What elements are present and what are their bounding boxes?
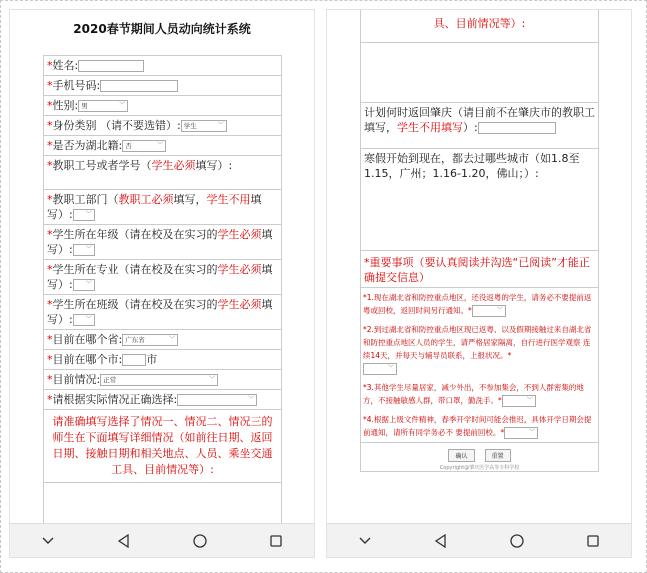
required-mark: * <box>507 351 512 360</box>
chevron-down-icon: ﹀ <box>526 397 533 404</box>
class-label-end: 填写）: <box>47 298 273 326</box>
required-mark: * <box>47 263 53 276</box>
chevron-down-icon: ﹀ <box>496 307 503 314</box>
required-mark: * <box>47 159 53 172</box>
situation-select[interactable] <box>177 394 257 406</box>
android-nav-bar <box>327 523 631 557</box>
chevron-down-icon: ﹀ <box>209 376 216 383</box>
cities-label: 寒假开始到现在，都去过哪些城市（如1.8至1.15，广州；1.16-1.20，佛山；）: <box>364 152 580 180</box>
status-label: 目前情况: <box>52 373 101 386</box>
dept-label: 教职工部门（ <box>52 193 119 206</box>
form-actions <box>361 443 598 464</box>
grade-select[interactable] <box>73 244 95 256</box>
phone-input[interactable] <box>100 80 178 92</box>
staff-id-row <box>44 156 281 190</box>
gender-value: 男 <box>81 102 88 110</box>
major-row <box>44 260 281 295</box>
home-circle-icon[interactable] <box>190 531 210 551</box>
province-row <box>44 330 281 350</box>
home-circle-icon[interactable] <box>507 531 527 551</box>
read-select-1[interactable] <box>472 305 506 317</box>
chevron-down-icon: ﹀ <box>248 396 255 403</box>
return-label: 计划何时返回肇庆（请目前不在肇庆市的教职工填写， <box>364 106 595 134</box>
staff-id-hint: 学生必须 <box>151 159 196 172</box>
back-triangle-icon[interactable] <box>114 531 134 551</box>
required-mark: * <box>363 415 367 424</box>
province-select[interactable] <box>122 334 178 346</box>
required-mark: * <box>47 99 53 112</box>
identity-select[interactable] <box>181 120 227 132</box>
name-label: 姓名: <box>52 59 79 72</box>
read-select-4[interactable] <box>504 427 538 439</box>
chevron-down-icon[interactable] <box>355 531 375 551</box>
identity-label: 身份类别 （请不要选错）: <box>52 119 181 132</box>
required-mark: * <box>500 428 505 437</box>
dept-hint-2: 学生不用 <box>206 193 251 206</box>
detail-notice-end: 具、目前情况等）: <box>361 10 598 43</box>
notice-item-3-text: 3.其他学生尽量居家，减少外出，不参加集会，不到人群密集的地方，不接触敏感人群，带口罩，勤洗手。 <box>363 383 584 405</box>
phone-label: 手机号码: <box>52 79 101 92</box>
required-mark: * <box>363 293 367 302</box>
hubei-row <box>44 136 281 156</box>
gender-select[interactable] <box>78 100 128 112</box>
dept-hint: 教职工必须 <box>118 193 174 206</box>
major-select[interactable] <box>73 279 95 291</box>
notice-item-4 <box>361 410 598 443</box>
phone-screen-right <box>326 9 632 558</box>
detail-notice: 请准确填写选择了情况一、情况二、情况三的师生在下面填写详细情况（如前往日期、返回日期、接触日期和相关地点、人员、乘坐交通工具、目前情况等）: <box>44 410 281 483</box>
class-select[interactable] <box>73 314 95 326</box>
required-mark: * <box>47 298 53 311</box>
name-input[interactable] <box>78 60 144 72</box>
hubei-value: 否 <box>125 142 132 150</box>
choose-label: 请根据实际情况正确选择: <box>52 393 178 406</box>
reset-button[interactable]: 重置 <box>485 449 511 462</box>
form-page-top <box>10 10 314 523</box>
read-select-2[interactable] <box>363 363 397 375</box>
city-input[interactable] <box>122 354 146 366</box>
required-mark: * <box>47 228 53 241</box>
required-mark: * <box>47 59 53 72</box>
required-mark: * <box>47 139 53 152</box>
recent-square-icon[interactable] <box>583 531 603 551</box>
required-mark: * <box>47 353 53 366</box>
staff-id-label-end: 填写）: <box>195 159 233 172</box>
required-mark: * <box>498 396 502 405</box>
chevron-down-icon: ﹀ <box>85 211 92 218</box>
choose-row <box>44 390 281 410</box>
major-hint: 学生必须 <box>217 263 262 276</box>
recent-square-icon[interactable] <box>266 531 286 551</box>
city-suffix: 市 <box>146 353 158 366</box>
return-row <box>361 103 598 149</box>
major-label: 学生所在专业（请在校及在实习的 <box>52 263 218 276</box>
phone-row <box>44 76 281 96</box>
chevron-down-icon: ﹀ <box>529 429 536 436</box>
required-mark: * <box>47 333 53 346</box>
important-row <box>361 251 598 288</box>
grade-label: 学生所在年级（请在校及在实习的 <box>52 228 218 241</box>
gender-label: 性别: <box>52 99 79 112</box>
chevron-down-icon: ﹀ <box>387 365 394 372</box>
detail-textarea[interactable] <box>361 43 598 103</box>
page-title: 2020春节期间人员动向统计系统 <box>73 22 251 36</box>
notice-item-1-text: 1.现在湖北省和防控重点地区，还没返粤的学生，请务必不要提前返粤或回校，返回时间另行通知。 <box>363 293 592 315</box>
chevron-down-icon: ﹀ <box>85 316 92 323</box>
chevron-down-icon: ﹀ <box>169 336 176 343</box>
status-row <box>44 370 281 390</box>
important-heading: 重要事项（要认真阅读并沟选“已阅读”才能正确提交信息） <box>364 256 590 284</box>
grade-row <box>44 225 281 260</box>
detail-textarea[interactable] <box>44 483 281 523</box>
return-date-input[interactable] <box>478 122 556 134</box>
notice-item-3 <box>361 378 598 410</box>
return-label-end: ）: <box>463 121 478 134</box>
chevron-down-icon: ﹀ <box>85 281 92 288</box>
phone-screen-left <box>9 9 315 558</box>
class-label: 学生所在班级（请在校及在实习的 <box>52 298 218 311</box>
back-triangle-icon[interactable] <box>431 531 451 551</box>
province-label: 目前在哪个省: <box>52 333 123 346</box>
required-mark: * <box>47 79 53 92</box>
identity-row <box>44 116 281 136</box>
required-mark: * <box>47 373 53 386</box>
grade-hint: 学生必须 <box>217 228 262 241</box>
province-value: 广东省 <box>125 336 145 344</box>
required-mark: * <box>364 256 370 269</box>
notice-item-1 <box>361 288 598 320</box>
name-row <box>44 56 281 76</box>
info-form <box>43 55 282 523</box>
status-select[interactable] <box>100 374 218 386</box>
chevron-down-icon: ﹀ <box>217 122 224 129</box>
chevron-down-icon: ﹀ <box>157 142 164 149</box>
notice-item-2 <box>361 320 598 378</box>
read-select-3[interactable] <box>502 395 536 407</box>
copyright-text: Copyright@肇庆医学高等专科学校 <box>439 465 520 471</box>
grade-label-end: 填写）: <box>47 228 273 256</box>
city-label: 目前在哪个市: <box>52 353 123 366</box>
major-label-end: 填写）: <box>47 263 273 291</box>
gender-row <box>44 96 281 116</box>
android-nav-bar <box>10 523 314 557</box>
dept-label-end: 填写）: <box>47 193 262 221</box>
required-mark: * <box>468 306 472 315</box>
hubei-label: 是否为湖北籍: <box>52 139 123 152</box>
info-form-continued <box>360 10 599 472</box>
cities-row <box>361 149 598 189</box>
dept-select[interactable] <box>73 209 95 221</box>
dept-label-mid: 填写， <box>173 193 207 206</box>
required-mark: * <box>47 193 53 206</box>
required-mark: * <box>47 119 53 132</box>
class-hint: 学生必须 <box>217 298 262 311</box>
return-hint: 学生不用填写 <box>397 121 463 134</box>
status-value: 正常 <box>103 376 117 384</box>
chevron-down-icon[interactable] <box>38 531 58 551</box>
class-row <box>44 295 281 330</box>
required-mark: * <box>363 325 367 334</box>
staff-id-label: 教职工号或者学号（ <box>52 159 152 172</box>
identity-value: 学生 <box>183 122 197 130</box>
notice-item-4-text: 4.根据上级文件精神，春季开学时间可能会推迟，具体开学日期会提前通知，请所有同学务必不 要提前回校。 <box>363 415 592 437</box>
submit-button[interactable]: 确认 <box>448 449 474 462</box>
notice-item-2-text: 2.到过湖北省和防控重点地区现已返粤、以及假期接触过来自湖北省和防控重点地区人员的学生，请严格居家隔离，自行进行医学观察 连续14天，并每天与辅导员联系，上报状况。 <box>363 325 592 360</box>
hubei-select[interactable] <box>122 140 166 152</box>
city-row <box>44 350 281 370</box>
chevron-down-icon: ﹀ <box>85 246 92 253</box>
required-mark: * <box>47 393 53 406</box>
form-page-bottom <box>327 10 631 523</box>
chevron-down-icon: ﹀ <box>119 102 126 109</box>
required-mark: * <box>363 383 367 392</box>
cities-textarea[interactable] <box>361 189 598 251</box>
dept-row <box>44 190 281 225</box>
